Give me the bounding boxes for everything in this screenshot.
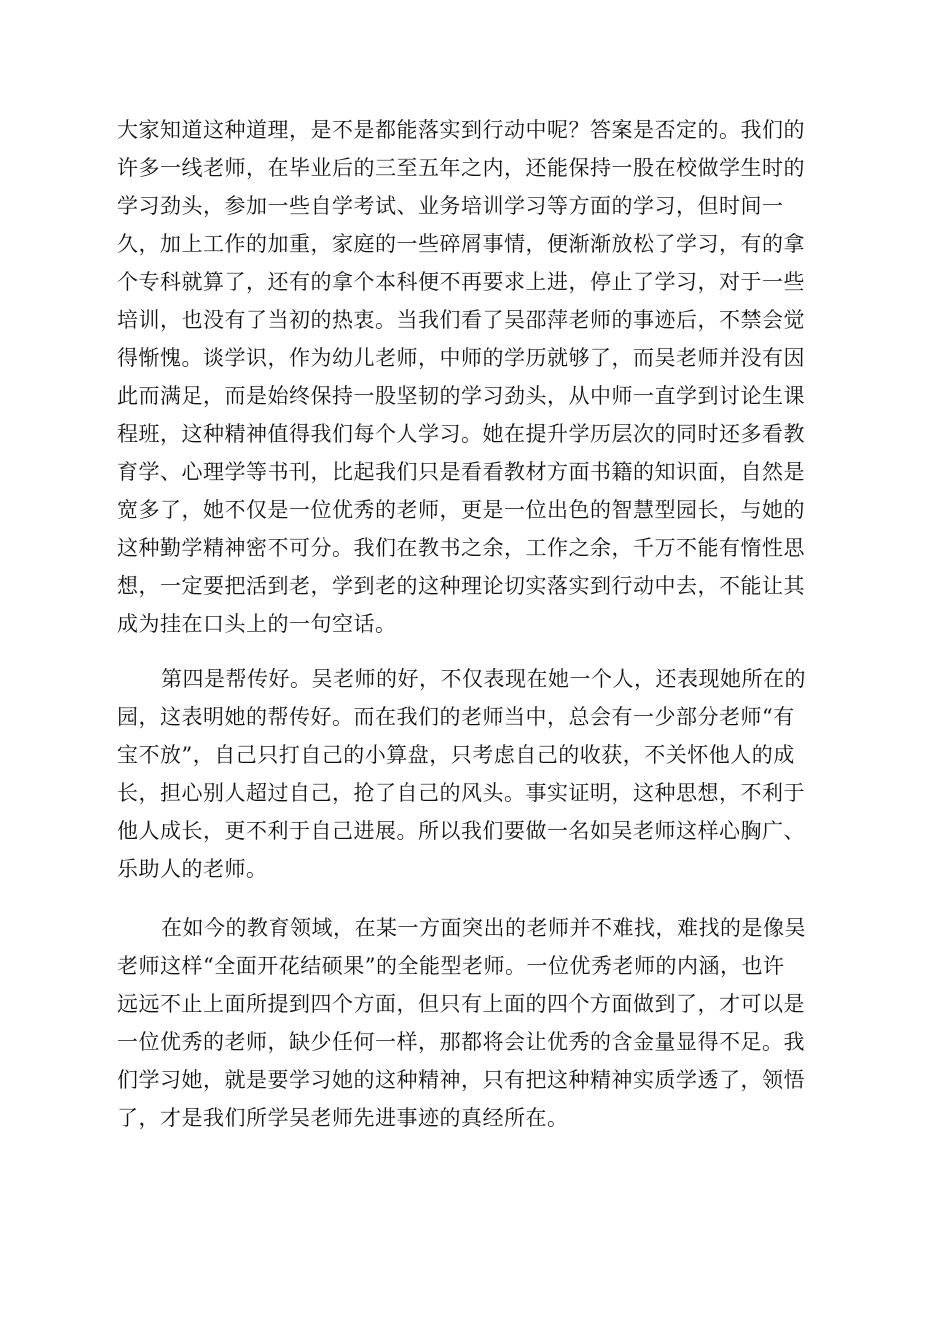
text-line: 们学习她，就是要学习她的这种精神，只有把这种精神实质学透了，领悟 — [117, 1068, 805, 1092]
text-line: 第四是帮传好。吴老师的好，不仅表现在她一个人，还表现她所在的 — [161, 667, 806, 691]
text-line: 想，一定要把活到老，学到老的这种理论切实落实到行动中去，不能让其 — [117, 574, 805, 598]
text-line: 此而满足，而是始终保持一股坚韧的学习劲头，从中师一直学到讨论生课 — [117, 384, 805, 408]
text-line: 培训，也没有了当初的热衷。当我们看了吴邵萍老师的事迹后，不禁会觉 — [117, 308, 805, 332]
paragraph-3 — [117, 909, 832, 1137]
text-line: 在如今的教育领域，在某一方面突出的老师并不难找，难找的是像吴 — [161, 916, 806, 940]
text-line: 园，这表明她的帮传好。而在我们的老师当中，总会有一少部分老师“有 — [117, 705, 795, 729]
text-line: 这种勤学精神密不可分。我们在教书之余，工作之余，千万不能有惰性思 — [117, 536, 805, 560]
text-line: 久，加上工作的加重，家庭的一些碎屑事情，便渐渐放松了学习，有的拿 — [117, 232, 805, 256]
text-line: 成为挂在口头上的一句空话。 — [117, 612, 397, 636]
text-line: 远远不止上面所提到四个方面，但只有上面的四个方面做到了，才可以是 — [117, 992, 805, 1016]
text-line: 宝不放”，自己只打自己的小算盘，只考虑自己的收获，不关怀他人的成 — [117, 743, 795, 767]
text-line: 程班，这种精神值得我们每个人学习。她在提升学历层次的同时还多看教 — [117, 422, 805, 446]
paragraph-2 — [117, 660, 832, 888]
text-line: 老师这样“全面开花结硕果”的全能型老师。一位优秀老师的内涵，也许 — [117, 954, 785, 978]
text-line: 他人成长，更不利于自己进展。所以我们要做一名如吴老师这样心胸广、 — [117, 819, 805, 843]
text-line: 宽多了，她不仅是一位优秀的老师，更是一位出色的智慧型园长，与她的 — [117, 498, 805, 522]
text-line: 学习劲头，参加一些自学考试、业务培训学习等方面的学习，但时间一 — [117, 194, 784, 218]
paragraph-1 — [117, 111, 832, 643]
text-line: 许多一线老师，在毕业后的三至五年之内，还能保持一股在校做学生时的 — [117, 156, 805, 180]
text-line: 了，才是我们所学吴老师先进事迹的真经所在。 — [117, 1106, 569, 1130]
text-line: 个专科就算了，还有的拿个本科便不再要求上进，停止了学习，对于一些 — [117, 270, 805, 294]
text-line: 得惭愧。谈学识，作为幼儿老师，中师的学历就够了，而吴老师并没有因 — [117, 346, 805, 370]
text-line: 育学、心理学等书刊，比起我们只是看看教材方面书籍的知识面，自然是 — [117, 460, 805, 484]
text-line: 大家知道这种道理，是不是都能落实到行动中呢？答案是否定的。我们的 — [117, 118, 805, 142]
text-line: 乐助人的老师。 — [117, 857, 268, 881]
text-line: 一位优秀的老师，缺少任何一样，那都将会让优秀的含金量显得不足。我 — [117, 1030, 805, 1054]
text-line: 长，担心别人超过自己，抢了自己的风头。事实证明，这种思想，不利于 — [117, 781, 805, 805]
